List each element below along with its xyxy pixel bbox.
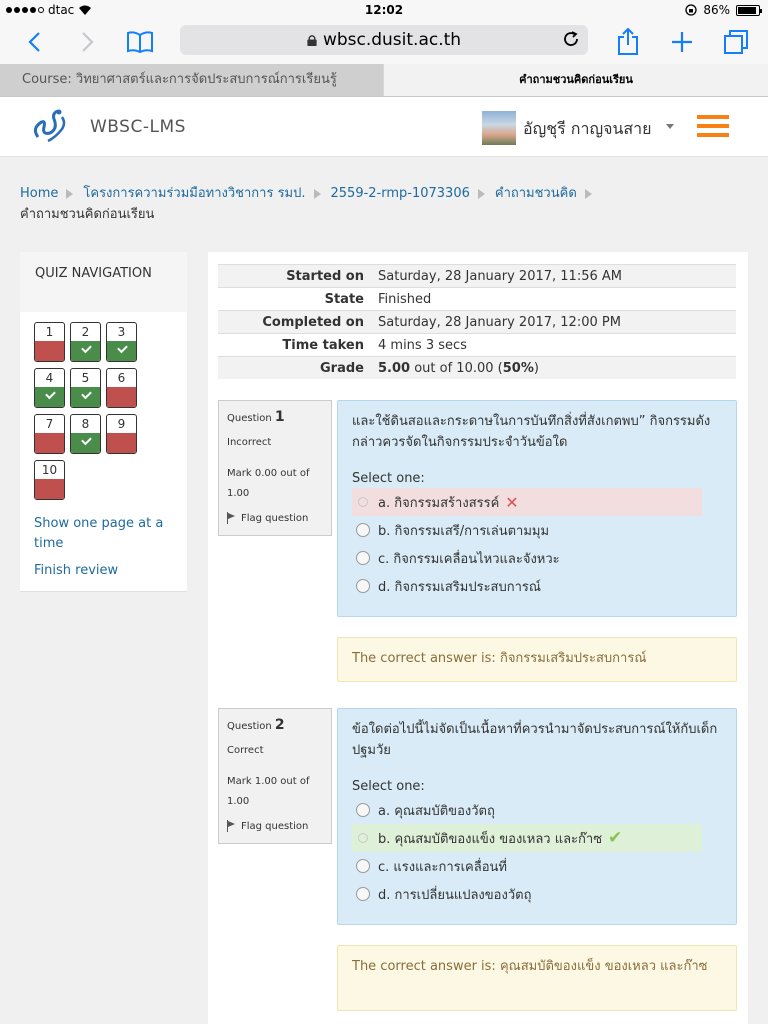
answer-option-d[interactable] bbox=[352, 880, 722, 908]
quiz-nav-button-3[interactable] bbox=[106, 322, 137, 362]
option-label: b. กิจกรรมเสรี/การเล่นตามมุม bbox=[378, 523, 550, 539]
tabs-overview-icon[interactable] bbox=[720, 26, 752, 58]
summary-value: Finished bbox=[378, 292, 432, 307]
check-icon bbox=[107, 341, 136, 361]
answer-option-a[interactable] bbox=[352, 796, 722, 824]
quiz-nav-button-9[interactable] bbox=[106, 414, 137, 454]
summary-row-state bbox=[218, 287, 736, 310]
breadcrumb-separator-icon bbox=[585, 189, 592, 199]
correct-answer-feedback: The correct answer is: คุณสมบัติของแข็ง ของเหลว และก๊าซ bbox=[337, 945, 737, 1011]
incorrect-marker bbox=[35, 341, 64, 361]
quiz-navigation-title: QUIZ NAVIGATION bbox=[20, 252, 187, 312]
answer-option-c[interactable] bbox=[352, 852, 722, 880]
attempt-summary bbox=[218, 264, 736, 379]
question-prefix: Question bbox=[227, 721, 272, 732]
option-label: c. แรงและการเคลื่อนที่ bbox=[378, 859, 507, 875]
option-label: b. คุณสมบัติของแข็ง ของเหลว และก๊าซ bbox=[378, 831, 603, 847]
incorrect-marker bbox=[35, 433, 64, 453]
grade-percent: 50% bbox=[502, 361, 534, 376]
summary-value: Saturday, 28 January 2017, 11:56 AM bbox=[378, 269, 622, 284]
quiz-nav-number: 9 bbox=[117, 417, 126, 431]
summary-row-completed bbox=[218, 310, 736, 333]
grade-value bbox=[378, 357, 736, 379]
quiz-nav-button-6[interactable] bbox=[106, 368, 137, 408]
cross-icon: ✕ bbox=[505, 492, 519, 512]
option-label: d. กิจกรรมเสริมประสบการณ์ bbox=[378, 579, 541, 595]
flag-question-label: Flag question bbox=[241, 820, 309, 832]
finish-review-link[interactable]: Finish review bbox=[34, 563, 119, 578]
question-content bbox=[337, 708, 737, 925]
battery-icon bbox=[736, 5, 760, 16]
incorrect-marker bbox=[107, 387, 136, 407]
tab-course[interactable] bbox=[0, 64, 383, 96]
share-icon[interactable] bbox=[612, 26, 644, 58]
tab-quiz-label: คำถามชวนคิดก่อนเรียน bbox=[519, 73, 633, 86]
question-prefix: Question bbox=[227, 413, 272, 424]
summary-label: State bbox=[324, 292, 364, 307]
question-info bbox=[218, 708, 332, 844]
summary-label: Grade bbox=[320, 361, 364, 376]
summary-row-time bbox=[218, 333, 736, 356]
new-tab-icon[interactable] bbox=[666, 26, 698, 58]
option-label: d. การเปลี่ยนแปลงของวัตถุ bbox=[378, 887, 532, 903]
quiz-nav-number: 4 bbox=[45, 371, 54, 385]
breadcrumb-section[interactable]: คำถามชวนคิด bbox=[494, 186, 577, 201]
breadcrumb-separator-icon bbox=[66, 189, 73, 199]
flag-question-label: Flag question bbox=[241, 512, 309, 524]
grade-score: 5.00 bbox=[378, 361, 411, 376]
check-icon bbox=[71, 433, 100, 453]
answer-option-b[interactable] bbox=[352, 516, 722, 544]
incorrect-marker bbox=[107, 433, 136, 453]
correct-answer-feedback: The correct answer is: กิจกรรมเสริมประสบการณ์ bbox=[337, 637, 737, 682]
summary-label: Time taken bbox=[282, 338, 364, 353]
summary-label: Completed on bbox=[262, 315, 364, 330]
radio-button[interactable] bbox=[358, 833, 368, 843]
quiz-nav-button-5[interactable] bbox=[70, 368, 101, 408]
question-state: Incorrect bbox=[227, 437, 272, 448]
quiz-nav-button-7[interactable] bbox=[34, 414, 65, 454]
quiz-nav-number: 10 bbox=[41, 463, 58, 477]
show-one-page-link[interactable]: Show one page at a time bbox=[34, 516, 164, 551]
radio-button[interactable] bbox=[356, 523, 370, 537]
question-number bbox=[227, 409, 323, 425]
question-index: 1 bbox=[274, 409, 285, 425]
radio-button[interactable] bbox=[358, 497, 368, 507]
breadcrumb-separator-icon bbox=[314, 189, 321, 199]
option-label: a. คุณสมบัติของวัตถุ bbox=[378, 803, 495, 819]
summary-label: Started on bbox=[286, 269, 364, 284]
quiz-nav-number: 8 bbox=[81, 417, 90, 431]
flag-icon bbox=[227, 820, 237, 832]
option-label: c. กิจกรรมเคลื่อนไหวและจังหวะ bbox=[378, 551, 560, 567]
breadcrumb-home[interactable]: Home bbox=[20, 186, 59, 201]
answer-option-a[interactable] bbox=[352, 488, 702, 516]
quiz-nav-button-1[interactable] bbox=[34, 322, 65, 362]
lock-icon bbox=[307, 34, 317, 46]
summary-row-grade bbox=[218, 356, 736, 379]
status-bar bbox=[0, 0, 768, 20]
browser-tabs bbox=[0, 64, 768, 97]
flag-question-button[interactable] bbox=[227, 512, 323, 524]
quiz-nav-number: 7 bbox=[45, 417, 54, 431]
clock: 12:02 bbox=[364, 3, 404, 17]
radio-button[interactable] bbox=[356, 887, 370, 901]
site-brand[interactable]: WBSC-LMS bbox=[90, 117, 186, 137]
question-state: Correct bbox=[227, 745, 264, 756]
answer-option-d[interactable] bbox=[352, 572, 722, 600]
radio-button[interactable] bbox=[356, 579, 370, 593]
question-mark: Mark 0.00 out of 1.00 bbox=[227, 468, 310, 499]
carrier-name: dtac bbox=[48, 3, 75, 17]
check-icon: ✔ bbox=[608, 828, 623, 848]
check-icon bbox=[35, 387, 64, 407]
quiz-nav-number: 3 bbox=[117, 325, 126, 339]
radio-button[interactable] bbox=[356, 859, 370, 873]
tab-quiz[interactable] bbox=[384, 64, 768, 96]
question-info bbox=[218, 400, 332, 536]
tab-course-label: Course: วิทยาศาสตร์และการจัดประสบการณ์การเรียนรู้ bbox=[22, 72, 337, 87]
breadcrumb bbox=[20, 183, 740, 225]
question-number bbox=[227, 717, 323, 733]
quiz-nav-button-10[interactable] bbox=[34, 460, 65, 500]
radio-button[interactable] bbox=[356, 551, 370, 565]
flag-question-button[interactable] bbox=[227, 820, 323, 832]
site-header bbox=[0, 97, 768, 157]
quiz-nav-button-8[interactable] bbox=[70, 414, 101, 454]
menu-icon[interactable] bbox=[697, 115, 729, 137]
breadcrumb-category[interactable]: โครงการความร่วมมือทางวิชาการ รมป. bbox=[83, 186, 306, 201]
grade-close: ) bbox=[533, 361, 539, 376]
summary-row-started bbox=[218, 264, 736, 287]
main-content bbox=[208, 252, 748, 1024]
radio-button[interactable] bbox=[356, 803, 370, 817]
select-one-label: Select one: bbox=[352, 471, 425, 486]
quiz-nav-number: 1 bbox=[45, 325, 54, 339]
battery-percent: 86% bbox=[703, 3, 730, 17]
question-text: ข้อใดต่อไปนี้ไม่จัดเป็นเนื้อหาที่ควรนำมาจัดประสบการณ์ให้กับเด็กปฐมวัย bbox=[352, 722, 718, 758]
site-logo[interactable] bbox=[28, 107, 72, 147]
flag-icon bbox=[227, 512, 237, 524]
chevron-down-icon[interactable] bbox=[666, 124, 674, 129]
check-icon bbox=[71, 387, 100, 407]
answer-option-c[interactable] bbox=[352, 544, 722, 572]
question-text: และใช้ดินสอและกระดาษในการบันทึกสิ่งที่สังเกตพบ” กิจกรรมดังกล่าวควรจัดในกิจกรรมประจำวันข้อใด bbox=[352, 414, 711, 450]
question-mark: Mark 1.00 out of 1.00 bbox=[227, 776, 310, 807]
quiz-nav-number: 6 bbox=[117, 371, 126, 385]
forward-icon[interactable] bbox=[72, 26, 104, 58]
url-text: wbsc.dusit.ac.th bbox=[322, 30, 462, 50]
grade-out-of: out of 10.00 ( bbox=[414, 361, 503, 376]
bookmarks-icon[interactable] bbox=[124, 26, 156, 58]
summary-value: 4 mins 3 secs bbox=[378, 338, 467, 353]
reload-icon[interactable] bbox=[562, 30, 580, 48]
option-label: a. กิจกรรมสร้างสรรค์ bbox=[378, 495, 500, 511]
breadcrumb-current[interactable]: คำถามชวนคิดก่อนเรียน bbox=[20, 207, 155, 222]
breadcrumb-course[interactable]: 2559-2-rmp-1073306 bbox=[330, 186, 470, 201]
browser-toolbar bbox=[0, 20, 768, 64]
orientation-lock-icon bbox=[685, 4, 697, 16]
incorrect-marker bbox=[35, 479, 64, 499]
quiz-navigation bbox=[20, 252, 187, 592]
back-icon[interactable] bbox=[18, 26, 50, 58]
quiz-nav-number: 5 bbox=[81, 371, 90, 385]
user-name[interactable]: อัญชุรี กาญจนสาย bbox=[523, 119, 652, 138]
question-content bbox=[337, 400, 737, 617]
answer-option-b[interactable] bbox=[352, 824, 702, 852]
question-index: 2 bbox=[274, 717, 285, 733]
avatar[interactable] bbox=[482, 111, 516, 145]
check-icon bbox=[71, 341, 100, 361]
select-one-label: Select one: bbox=[352, 779, 425, 794]
address-bar[interactable] bbox=[180, 25, 588, 55]
quiz-nav-button-4[interactable] bbox=[34, 368, 65, 408]
quiz-nav-number: 2 bbox=[81, 325, 90, 339]
quiz-nav-button-2[interactable] bbox=[70, 322, 101, 362]
breadcrumb-separator-icon bbox=[478, 189, 485, 199]
summary-value: Saturday, 28 January 2017, 12:00 PM bbox=[378, 315, 621, 330]
